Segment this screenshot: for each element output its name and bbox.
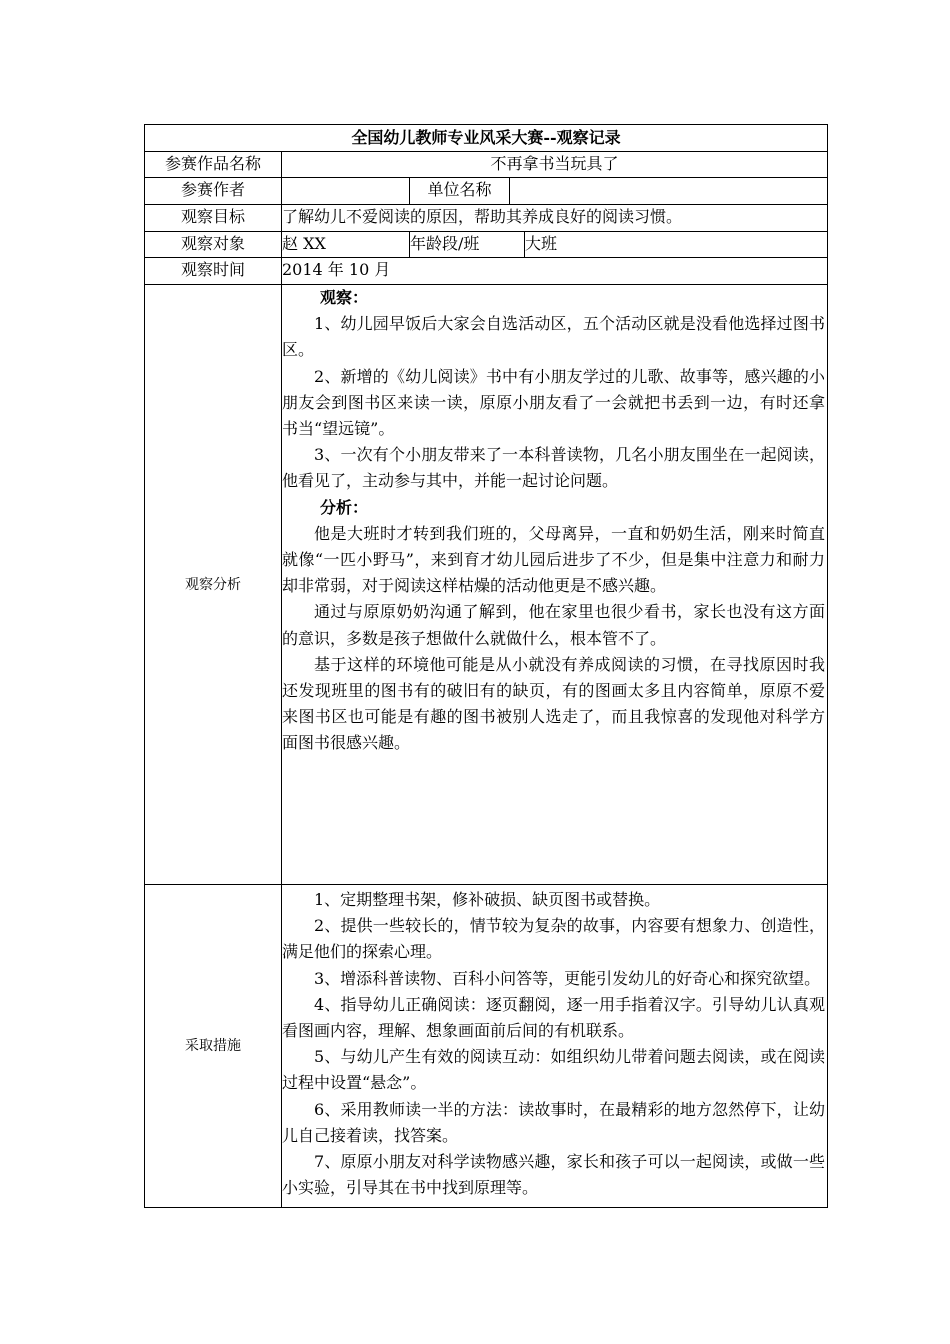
measure-item-2: 2、提供一些较长的，情节较为复杂的故事，内容要有想象力、创造性，满足他们的探索心理。 xyxy=(282,916,825,962)
analysis-row xyxy=(145,285,827,885)
observation-record-table xyxy=(144,124,828,1208)
subject-value: 赵 XX xyxy=(282,232,410,257)
work-name-row xyxy=(145,152,827,178)
analysis-paragraph-1: 他是大班时才转到我们班的，父母离异，一直和奶奶生活，刚来时简直就像“一匹小野马”，来到育才幼儿园后进步了不少，但是集中注意力和耐力却非常弱，对于阅读这样枯燥的活动他更是不感兴趣。 xyxy=(282,523,825,596)
author-label: 参赛作者 xyxy=(145,178,282,204)
observe-item-1: 1、幼儿园早饭后大家会自选活动区，五个活动区就是没看他选择过图书区。 xyxy=(282,314,825,360)
unit-label: 单位名称 xyxy=(410,178,510,204)
measure-item-3: 3、增添科普读物、百科小问答等，更能引发幼儿的好奇心和探究欲望。 xyxy=(314,968,821,988)
unit-value xyxy=(510,178,827,204)
time-row xyxy=(145,258,827,285)
grade-label: 年龄段/班 xyxy=(410,232,525,257)
measures-row xyxy=(145,885,827,1207)
analysis-heading: 分析： xyxy=(320,497,369,517)
subject-label: 观察对象 xyxy=(145,232,282,257)
title-row xyxy=(145,125,827,152)
author-row xyxy=(145,178,827,205)
observe-item-3: 3、一次有个小朋友带来了一本科普读物，几名小朋友围坐在一起阅读，他看见了，主动参与其中，并能一起讨论问题。 xyxy=(282,445,825,491)
observe-item-2: 2、新增的《幼儿阅读》书中有小朋友学过的儿歌、故事等，感兴趣的小朋友会到图书区来读一读，原原小朋友看了一会就把书丢到一边，有时还拿书当“望远镜”。 xyxy=(282,366,825,439)
analysis-paragraph-3: 基于这样的环境他可能是从小就没有养成阅读的习惯，在寻找原因时我还发现班里的图书有的破旧有的缺页，有的图画太多且内容简单，原原不爱来图书区也可能是有趣的图书被别人选走了，而且我惊喜的发现他对科学方面图书很感兴趣。 xyxy=(282,654,825,753)
measure-item-5: 5、与幼儿产生有效的阅读互动：如组织幼儿带着问题去阅读，或在阅读过程中设置“悬念”。 xyxy=(282,1047,825,1093)
analysis-paragraph-2: 通过与原原奶奶沟通了解到，他在家里也很少看书，家长也没有这方面的意识，多数是孩子想做什么就做什么，根本管不了。 xyxy=(282,602,825,648)
author-value xyxy=(282,178,410,204)
analysis-content xyxy=(282,285,827,884)
observe-heading: 观察： xyxy=(320,288,369,307)
measures-label: 采取措施 xyxy=(145,885,282,1207)
goal-row xyxy=(145,205,827,232)
measure-item-1: 1、定期整理书架，修补破损、缺页图书或替换。 xyxy=(314,890,661,909)
time-value: 2014 年 10 月 xyxy=(282,260,391,279)
measure-item-7: 7、原原小朋友对科学读物感兴趣，家长和孩子可以一起阅读，或做一些小实验，引导其在书中找到原理等。 xyxy=(282,1152,825,1198)
analysis-label: 观察分析 xyxy=(145,285,282,884)
goal-label: 观察目标 xyxy=(145,205,282,231)
subject-row xyxy=(145,232,827,258)
measure-item-6: 6、采用教师读一半的方法：读故事时，在最精彩的地方忽然停下，让幼儿自己接着读，找答案。 xyxy=(282,1099,825,1145)
grade-value: 大班 xyxy=(525,234,558,253)
page-title: 全国幼儿教师专业风采大赛--观察记录 xyxy=(351,128,621,147)
goal-value: 了解幼儿不爱阅读的原因，帮助其养成良好的阅读习惯。 xyxy=(282,207,683,226)
work-name-label: 参赛作品名称 xyxy=(145,152,282,177)
time-label: 观察时间 xyxy=(145,258,282,284)
work-name-value: 不再拿书当玩具了 xyxy=(490,154,619,173)
measures-content xyxy=(282,885,827,1207)
measure-item-4: 4、指导幼儿正确阅读：逐页翻阅，逐一用手指着汉字。引导幼儿认真观看图画内容，理解、想象画面前后间的有机联系。 xyxy=(282,994,825,1041)
